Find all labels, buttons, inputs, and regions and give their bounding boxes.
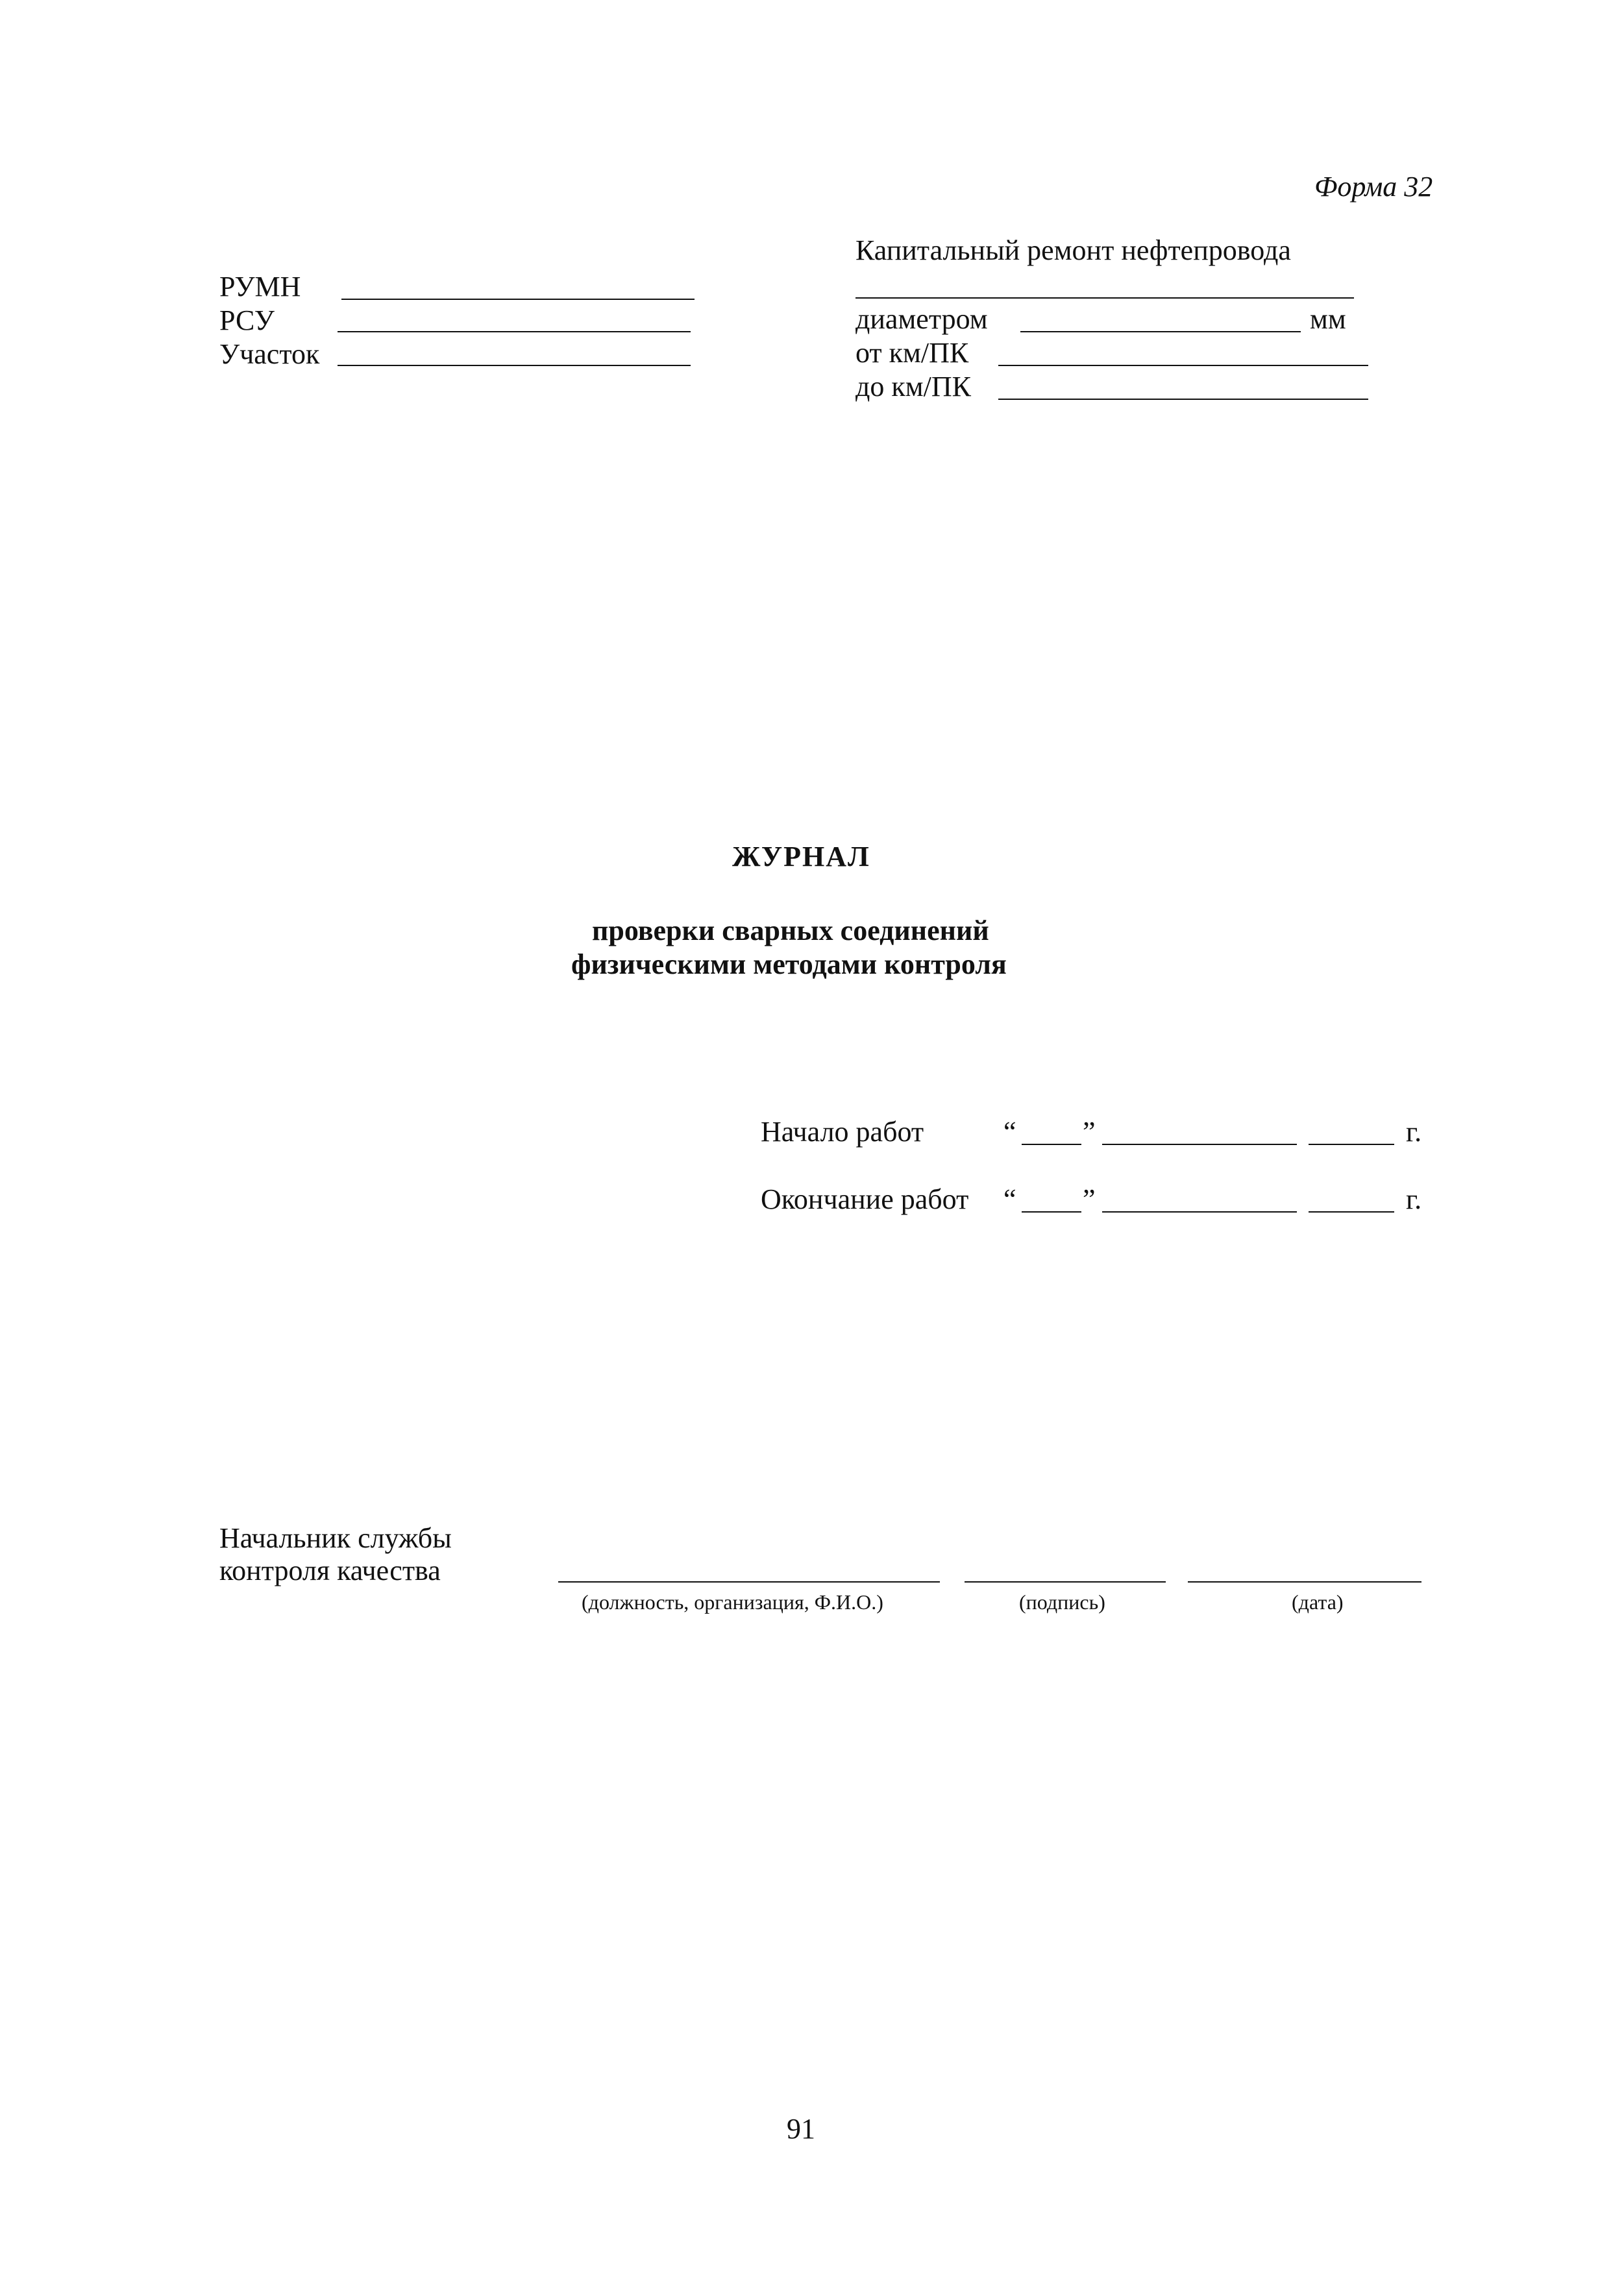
diameter-label: диаметром (855, 303, 988, 335)
caption-date: (дата) (1292, 1590, 1344, 1614)
start-day-field[interactable] (1022, 1144, 1081, 1145)
rumn-label: РУМН (219, 271, 301, 302)
uchastok-label: Участок (219, 338, 320, 370)
to-km-label: до км/ПК (855, 371, 971, 402)
repair-header-blank[interactable] (855, 297, 1354, 299)
from-km-field[interactable] (998, 365, 1368, 366)
end-open-quote: “ (1003, 1183, 1016, 1215)
rsu-label: РСУ (219, 304, 275, 336)
to-km-field[interactable] (998, 399, 1368, 400)
repair-header: Капитальный ремонт нефтепровода (855, 234, 1291, 266)
journal-subtitle-line2: физическими методами контроля (571, 948, 1007, 980)
start-date-label: Начало работ (761, 1116, 924, 1148)
signer-role-line1: Начальник службы (219, 1522, 452, 1554)
end-year-suffix: г. (1406, 1183, 1422, 1215)
journal-subtitle-line1: проверки сварных соединений (592, 915, 989, 946)
end-date-label: Окончание работ (761, 1183, 969, 1215)
signature-field[interactable] (965, 1581, 1166, 1583)
start-year-suffix: г. (1406, 1116, 1422, 1148)
diameter-field[interactable] (1020, 331, 1301, 332)
position-signature-field[interactable] (558, 1581, 940, 1583)
start-open-quote: “ (1003, 1116, 1016, 1148)
rumn-field[interactable] (341, 299, 695, 300)
from-km-label: от км/ПК (855, 337, 969, 369)
end-year-field[interactable] (1309, 1211, 1394, 1213)
start-month-field[interactable] (1102, 1144, 1297, 1145)
signer-role-line2: контроля качества (219, 1555, 441, 1586)
uchastok-field[interactable] (338, 365, 691, 366)
caption-position: (должность, организация, Ф.И.О.) (582, 1590, 883, 1614)
form-number-label: Форма 32 (1314, 171, 1433, 203)
start-close-quote: ” (1083, 1116, 1096, 1148)
start-year-field[interactable] (1309, 1144, 1394, 1145)
rsu-field[interactable] (338, 331, 691, 332)
date-signature-field[interactable] (1188, 1581, 1421, 1583)
end-month-field[interactable] (1102, 1211, 1297, 1213)
page-number: 91 (787, 2113, 815, 2145)
journal-title: ЖУРНАЛ (732, 841, 870, 872)
caption-signature: (подпись) (1019, 1590, 1105, 1614)
diameter-unit: мм (1310, 303, 1346, 335)
end-close-quote: ” (1083, 1183, 1096, 1215)
end-day-field[interactable] (1022, 1211, 1081, 1213)
